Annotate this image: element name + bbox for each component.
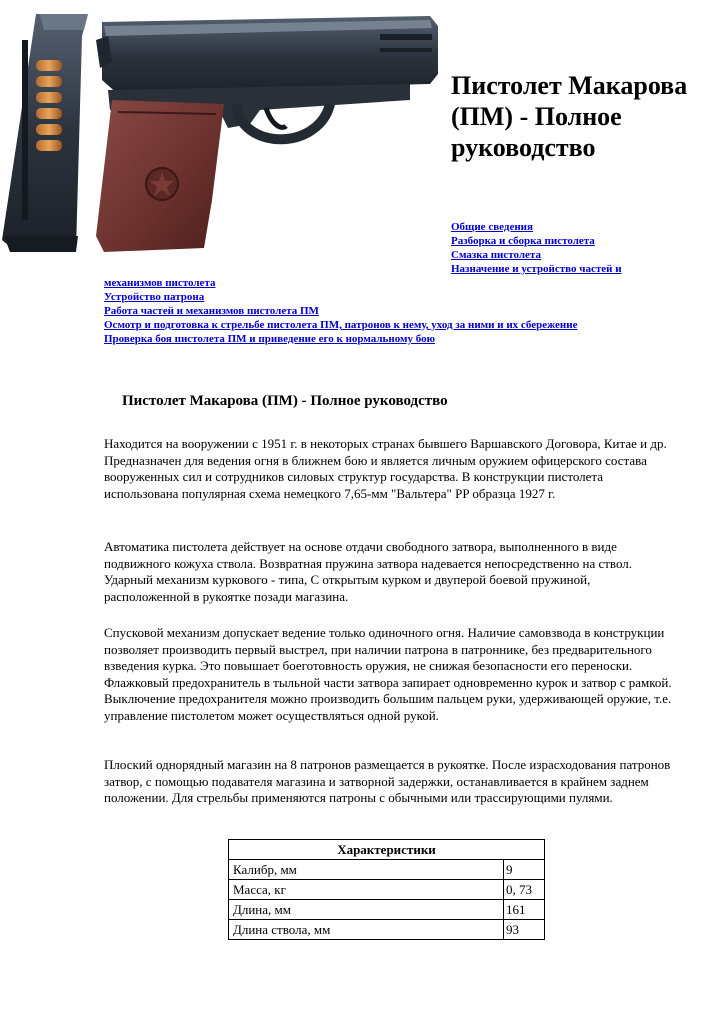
table-row xyxy=(229,860,545,880)
toc-link-zeroing[interactable]: Проверка боя пистолета ПМ и приведение его к нормальному бою xyxy=(104,333,435,345)
toc-link-parts-purpose-cont[interactable]: механизмов пистолета xyxy=(104,277,216,289)
pistol-image xyxy=(96,16,438,252)
spec-name: Длина, мм xyxy=(229,900,504,920)
toc-link-inspection[interactable]: Осмотр и подготовка к стрельбе пистолета ПМ, патронов к нему, уход за ними и их сбережение xyxy=(104,319,578,331)
spec-name: Масса, кг xyxy=(229,880,504,900)
toc-link-cartridge[interactable]: Устройство патрона xyxy=(104,291,205,303)
specs-header: Характеристики xyxy=(229,840,545,860)
toc-link-disassembly[interactable]: Разборка и сборка пистолета xyxy=(451,235,595,247)
table-row xyxy=(229,880,545,900)
paragraph-automation: Автоматика пистолета действует на основе отдачи свободного затвора, выполненного в виде подвижного кожуха ствола. Возвратная пружина затвора надевается непосредственно на ствол. Ударный механизм куркового - типа, С открытым курком и двуперой боевой пружиной, расположенной в рукоятке позади магазина. xyxy=(104,539,633,604)
star-emblem-icon xyxy=(146,168,178,200)
toc-link-parts-purpose[interactable]: Назначение и устройство частей и xyxy=(451,263,622,275)
section-heading: Пистолет Макарова (ПМ) - Полное руководство xyxy=(122,393,448,409)
paragraph-trigger: Спусковой механизм допускает ведение только одиночного огня. Наличие самовзвода в конструкции позволяет производить первый выстрел, при наличии патрона в патроннике, без предварительного взведения курка. Это повышает боеготовность оружия, не снижая безопасности его переноски. Флажковый предохранитель в тыльной части затвора запирает одновременно курок и затвор с рамкой. Выключение предохранителя можно производить большим пальцем руки, удерживающей оружие, т.е. управление пистолетом может осуществляться одной рукой. xyxy=(104,625,672,723)
page-title: Пистолет Макарова (ПМ) - Полное руководство xyxy=(451,71,688,162)
spec-value: 0, 73 xyxy=(504,880,545,900)
specs-header-row xyxy=(229,840,545,860)
spec-value: 93 xyxy=(504,920,545,940)
magazine-image xyxy=(2,14,88,252)
spec-value: 9 xyxy=(504,860,545,880)
toc-link-general[interactable]: Общие сведения xyxy=(451,221,533,233)
spec-name: Калибр, мм xyxy=(229,860,504,880)
table-row xyxy=(229,920,545,940)
paragraph-intro: Находится на вооружении с 1951 г. в некоторых странах бывшего Варшавского Договора, Китае и др. Предназначен для ведения огня в ближнем бою и является личным оружием офицерского состава вооруженных сил и сотрудников силовых структур государства. В конструкции пистолета использована популярная схема немецкого 7,65-мм "Вальтера" PP образца 1927 г. xyxy=(104,436,667,501)
spec-name: Длина ствола, мм xyxy=(229,920,504,940)
table-row xyxy=(229,900,545,920)
paragraph-magazine: Плоский однорядный магазин на 8 патронов размещается в рукоятке. После израсходования патронов затвор, с помощью подавателя магазина и затворной задержки, останавливается в крайнем заднем положении. Для стрельбы применяются патроны с обычными или трассирующими пулями. xyxy=(104,757,671,805)
spec-value: 161 xyxy=(504,900,545,920)
specs-table xyxy=(228,839,545,940)
toc-link-lubrication[interactable]: Смазка пистолета xyxy=(451,249,541,261)
pistol-illustration xyxy=(0,0,440,275)
toc-link-mechanism-operation[interactable]: Работа частей и механизмов пистолета ПМ xyxy=(104,305,319,317)
